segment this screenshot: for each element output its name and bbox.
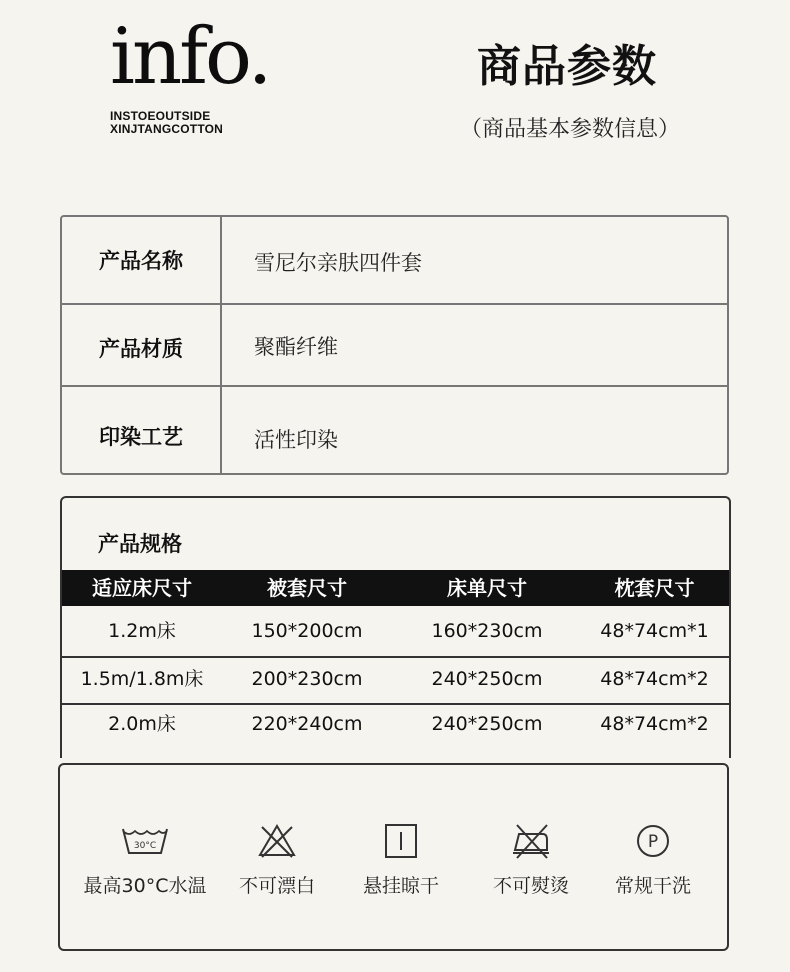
specs-cell: 2.0m床: [108, 713, 176, 735]
specs-cell: 240*250cm: [431, 713, 543, 735]
params-row: [62, 303, 727, 387]
params-row: [62, 385, 727, 475]
params-row: [62, 217, 727, 303]
param-value: 聚酯纤维: [254, 335, 338, 359]
page-subtitle: （商品基本参数信息）: [459, 117, 680, 142]
logo-wordmark: info.: [110, 12, 270, 102]
page-title: 商品参数: [477, 41, 657, 92]
no-iron-icon: [509, 822, 553, 860]
care-item: [466, 821, 596, 898]
specs-header-cell: 枕套尺寸: [614, 576, 695, 600]
specs-header-cell: 床单尺寸: [447, 576, 527, 600]
specs-cell: 220*240cm: [251, 713, 363, 735]
hang-dry-icon: [383, 822, 419, 860]
specs-header-cell: 被套尺寸: [267, 576, 347, 600]
param-value: 雪尼尔亲肤四件套: [254, 251, 422, 275]
specs-header-cell: 适应床尺寸: [92, 576, 192, 600]
dry-clean-p-icon: [634, 822, 672, 860]
care-item: [80, 821, 210, 898]
care-label: 最高30°C水温: [83, 875, 207, 897]
specs-cell: 1.5m/1.8m床: [80, 668, 204, 690]
care-label: 悬挂晾干: [362, 875, 439, 897]
care-item: [212, 821, 342, 898]
no-bleach-icon: [257, 823, 297, 859]
logo-subtext-line1: INSTOEOUTSIDE: [110, 109, 211, 123]
specs-cell: 160*230cm: [431, 620, 543, 642]
wash-temp-text: 30°C: [133, 841, 157, 851]
param-key: 产品材质: [99, 337, 183, 361]
care-label: 不可熨烫: [492, 875, 569, 897]
specs-header-row: [62, 570, 729, 606]
specs-title: 产品规格: [98, 532, 182, 556]
specs-cell: 240*250cm: [431, 668, 543, 690]
logo-subtext-line2: XINJTANGCOTTON: [110, 122, 224, 136]
care-panel: [58, 763, 729, 951]
specs-cell: 48*74cm*2: [600, 713, 709, 735]
specs-cell: 48*74cm*1: [600, 620, 709, 642]
specs-cell: 48*74cm*2: [600, 668, 709, 690]
param-key: 产品名称: [99, 249, 183, 273]
specs-cell: 200*230cm: [251, 668, 363, 690]
specs-cell: 150*200cm: [251, 620, 363, 642]
care-item: [588, 821, 718, 898]
dry-clean-letter: P: [647, 832, 659, 852]
specs-row: [62, 656, 729, 702]
care-item: [336, 821, 466, 898]
care-label: 常规干洗: [614, 875, 691, 897]
wash-30-icon: [121, 825, 169, 857]
specs-row: [62, 608, 729, 654]
specs-table: [60, 496, 731, 758]
param-value: 活性印染: [254, 428, 338, 452]
params-table: [60, 215, 729, 475]
logo-subtext: [110, 110, 223, 136]
specs-row: [62, 701, 729, 747]
brand-logo: [110, 12, 269, 102]
care-label: 不可漂白: [238, 875, 315, 897]
specs-cell: 1.2m床: [108, 620, 176, 642]
param-key: 印染工艺: [99, 425, 183, 449]
